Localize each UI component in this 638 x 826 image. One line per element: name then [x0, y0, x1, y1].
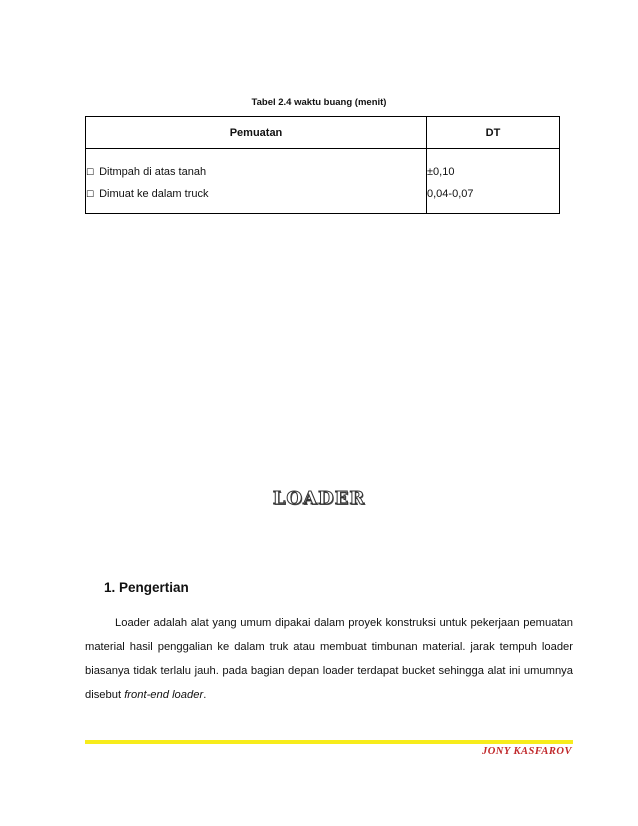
footer-rule	[85, 740, 573, 744]
row-value: ±0,10	[427, 166, 455, 178]
row-label: Ditmpah di atas tanah	[99, 166, 207, 178]
row-value: 0,04-0,07	[427, 188, 474, 200]
paragraph-italic-term: front-end loader	[124, 689, 204, 701]
list-item	[86, 161, 426, 183]
pemuatan-cell	[86, 149, 427, 214]
list-item	[86, 183, 426, 205]
table-caption: Tabel 2.4 waktu buang (menit)	[251, 97, 387, 108]
footer-author: JONY KASFAROV	[481, 746, 572, 757]
section-heading: LOADER	[272, 488, 366, 509]
paragraph-end: .	[203, 689, 207, 701]
header-dt: DT	[427, 117, 560, 149]
paragraph-text: Loader adalah alat yang umum dipakai dalam proyek konstruksi untuk pekerjaan pemuatan material hasil penggalian ke dalam truk atau membuat timbunan material. jarak tempuh loader biasanya tidak terlalu jauh. pada bagian depan loader terdapat bucket sehingga alat ini umumnya disebut	[85, 617, 573, 701]
header-pemuatan: Pemuatan	[86, 117, 427, 149]
body-paragraph	[85, 611, 573, 707]
dt-cell	[427, 149, 560, 214]
dump-time-table	[85, 116, 560, 214]
checkbox-icon: ☐	[86, 189, 95, 199]
checkbox-icon: ☐	[86, 167, 95, 177]
table-row	[86, 149, 560, 214]
row-label: Dimuat ke dalam truck	[99, 188, 209, 200]
subsection-title: 1. Pengertian	[104, 580, 189, 595]
